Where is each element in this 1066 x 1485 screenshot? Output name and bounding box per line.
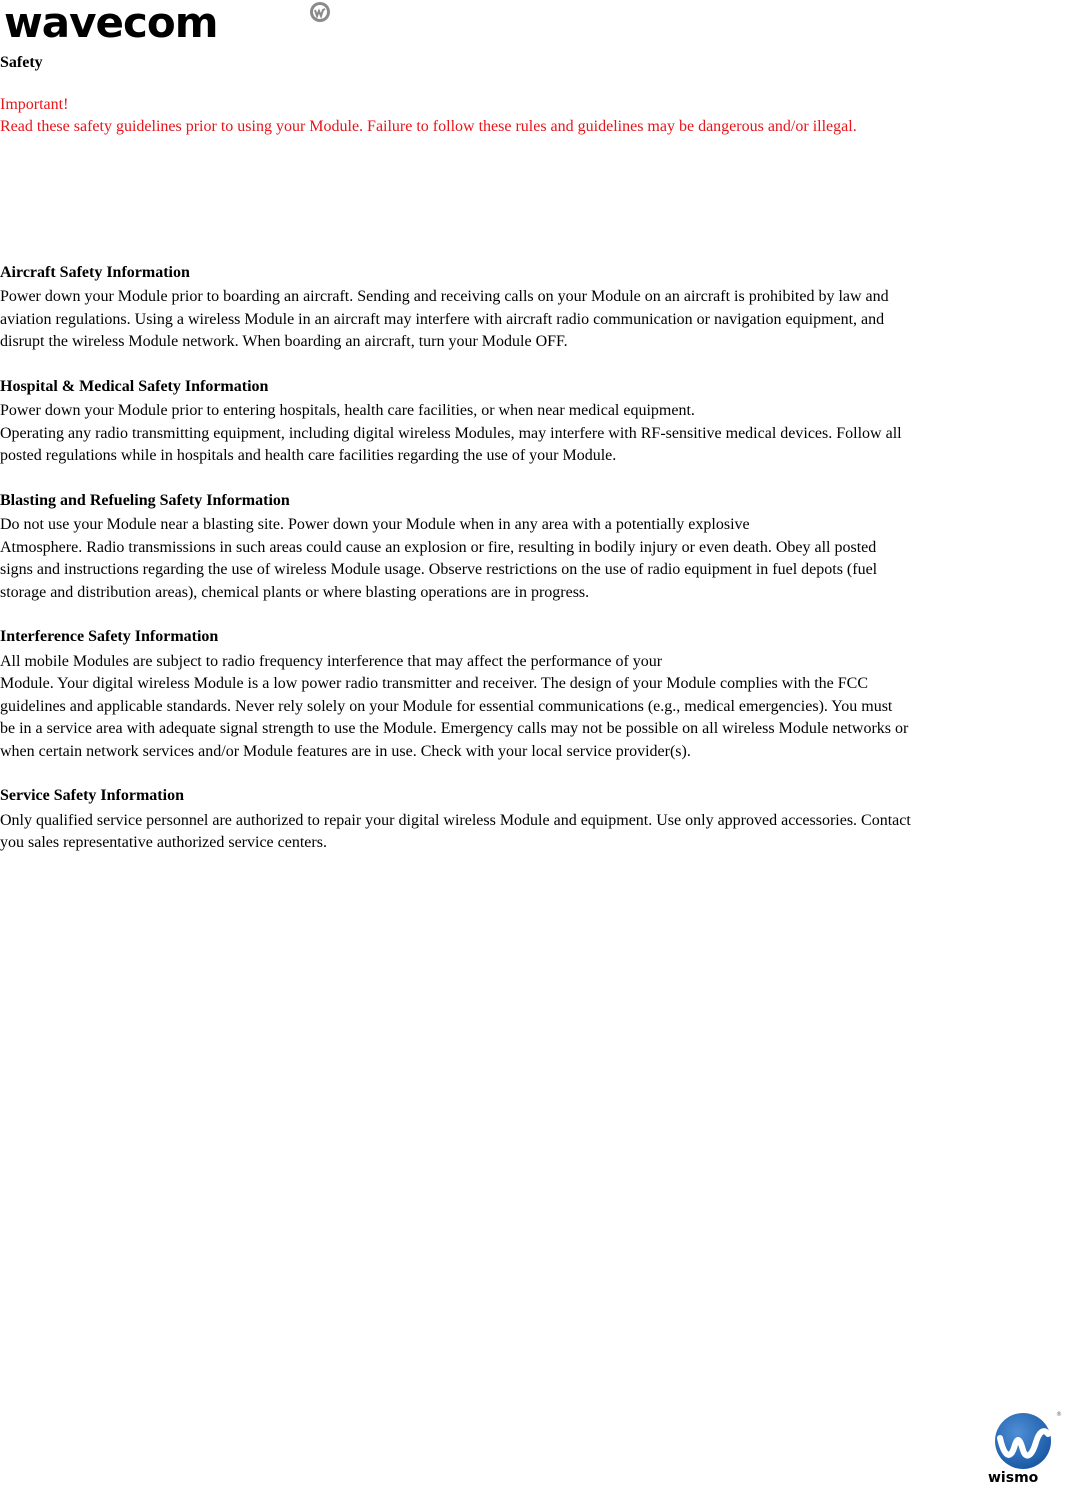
paragraph-line: disrupt the wireless Module network. When boarding an aircraft, turn your Module OFF.: [0, 333, 568, 350]
paragraph-line: All mobile Modules are subject to radio frequency interference that may affect the performance of your: [0, 652, 663, 670]
section-body: [0, 810, 1066, 855]
wismo-logo: [986, 1408, 1066, 1485]
page-title: Safety: [0, 54, 43, 71]
important-label: Important!: [0, 95, 69, 113]
section-aircraft: [0, 262, 1066, 354]
section-blasting: [0, 490, 1066, 605]
paragraph-line: Do not use your Module near a blasting site. Power down your Module when in any area with a potentially explosive: [0, 516, 750, 533]
section-service: [0, 785, 1066, 855]
wavecom-logo: [0, 0, 340, 44]
paragraph-line: when certain network services and/or Module features are in use. Check with your local service provider(s).: [0, 742, 691, 760]
paragraph-line: aviation regulations. Using a wireless Module in an aircraft may interfere with aircraft radio communication or navigation equipment, and: [0, 310, 885, 328]
paragraph-line: Power down your Module prior to entering hospitals, health care facilities, or when near medical equipment.: [0, 402, 695, 419]
section-heading: Blasting and Refueling Safety Information: [0, 491, 290, 509]
paragraph-line: Power down your Module prior to boarding an aircraft. Sending and receiving calls on your Module on an aircraft is prohibited by law and: [0, 288, 889, 305]
wavecom-logo-text: wavecom: [4, 0, 218, 44]
section-body: [0, 651, 1066, 764]
paragraph-line: you sales representative authorized service centers.: [0, 834, 327, 851]
section-body: [0, 286, 1066, 354]
section-body: [0, 400, 1066, 468]
section-heading: Interference Safety Information: [0, 628, 219, 645]
wavecom-logo-mark: [310, 2, 330, 22]
paragraph-line: signs and instructions regarding the use of wireless Module usage. Observe restrictions on the use of radio equipment in fuel depots (fuel: [0, 561, 878, 578]
paragraph-line: Atmosphere. Radio transmissions in such areas could cause an explosion or fire, resulting in bodily injury or even death. Obey all posted: [0, 538, 877, 556]
section-heading: Aircraft Safety Information: [0, 263, 190, 281]
section-hospital: [0, 376, 1066, 468]
section-heading: Service Safety Information: [0, 787, 184, 804]
important-notice: [0, 94, 1066, 139]
section-heading: Hospital & Medical Safety Information: [0, 377, 269, 395]
spacer: [0, 139, 1066, 262]
document-body: [0, 52, 1066, 877]
paragraph-line: Operating any radio transmitting equipment, including digital wireless Modules, may interfere with RF-sensitive medical devices. Follow all: [0, 424, 902, 442]
wismo-logo-text: wismo: [988, 1470, 1039, 1485]
paragraph-line: Only qualified service personnel are authorized to repair your digital wireless Module and equipment. Use only approved accessories. Contact: [0, 811, 911, 829]
paragraph-line: storage and distribution areas), chemical plants or where blasting operations are in progress.: [0, 583, 590, 601]
important-text: Read these safety guidelines prior to using your Module. Failure to follow these rules and guidelines may be dangerous and/or illegal.: [0, 118, 857, 135]
registered-mark: ®: [1056, 1411, 1062, 1418]
section-interference: [0, 626, 1066, 763]
paragraph-line: Module. Your digital wireless Module is a low power radio transmitter and receiver. The design of your Module complies with the FCC: [0, 675, 869, 692]
paragraph-line: guidelines and applicable standards. Never rely solely on your Module for essential communications (e.g., medical emergencies). You must: [0, 697, 893, 715]
paragraph-line: be in a service area with adequate signal strength to use the Module. Emergency calls may not be possible on all wireless Module networks or: [0, 720, 909, 737]
paragraph-line: posted regulations while in hospitals and health care facilities regarding the use of your Module.: [0, 447, 617, 464]
section-body: [0, 514, 1066, 604]
